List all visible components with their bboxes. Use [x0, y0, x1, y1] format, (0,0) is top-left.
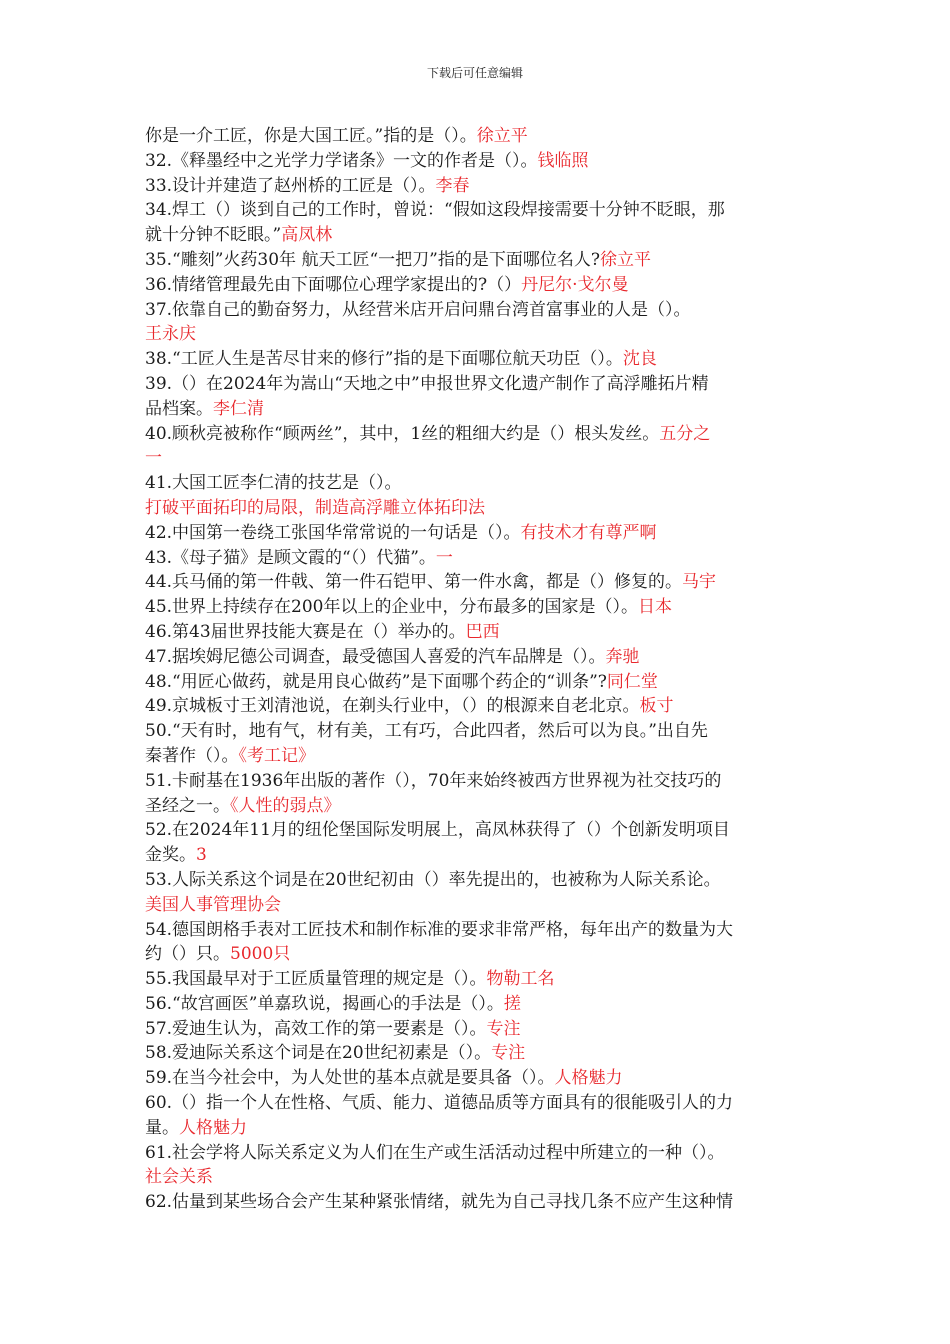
text-line [145, 818, 815, 843]
question-text: 55.我国最早对于工匠质量管理的规定是（）。 [145, 969, 487, 990]
question-text: 57.爱迪生认为，高效工作的第一要素是（）。 [145, 1018, 487, 1039]
text-line [145, 1165, 815, 1190]
text-line [145, 1091, 815, 1116]
text-line [145, 719, 815, 744]
text-line [145, 1017, 815, 1042]
question-text: 51.卡耐基在1936年出版的著作（），70年来始终被西方世界视为社交技巧的 [145, 770, 722, 791]
answer-text: 人格魅力 [554, 1068, 623, 1089]
text-line [145, 670, 815, 695]
question-text: 53.人际关系这个词是在20世纪初由（）率先提出的，也被称为人际关系论。 [145, 869, 721, 890]
text-line [145, 496, 815, 521]
question-text: 量。 [145, 1117, 179, 1138]
text-line [145, 918, 815, 943]
question-text: 59.在当今社会中，为人处世的基本点就是要具备（）。 [145, 1068, 555, 1089]
question-text: 52.在2024年11月的纽伦堡国际发明展上，高凤林获得了（）个创新发明项目 [145, 820, 730, 841]
answer-text: 板寸 [639, 696, 674, 717]
answer-text: 搓 [503, 993, 521, 1014]
text-line [145, 298, 815, 323]
text-line [145, 1041, 815, 1066]
text-line [145, 273, 815, 298]
text-line [145, 843, 815, 868]
question-text: 就十分钟不眨眼。” [145, 225, 282, 246]
question-text: 34.焊工（）谈到自己的工作时，曾说：“假如这段焊接需要十分钟不眨眼，那 [145, 200, 725, 221]
answer-text: 巴西 [465, 621, 500, 642]
text-line [145, 570, 815, 595]
answer-text: 《人性的弱点》 [230, 795, 341, 816]
question-text: 56.“故宫画医”单嘉玖说，揭画心的手法是（）。 [145, 993, 504, 1014]
question-text: 50.“天有时，地有气，材有美，工有巧，合此四者，然后可以为良。”出自先 [145, 721, 708, 742]
question-text: 37.依靠自己的勤奋努力，从经营米店开启问鼎台湾首富事业的人是（）。 [145, 299, 691, 320]
text-line [145, 645, 815, 670]
page-header: 下载后可任意编辑 [426, 66, 523, 80]
answer-text: 徐立平 [476, 126, 528, 146]
text-line [145, 1116, 815, 1141]
question-text: 60.（）指一个人在性格、气质、能力、道德品质等方面具有的很能吸引人的力 [145, 1093, 734, 1114]
question-text: 秦著作（）。 [145, 745, 239, 766]
answer-text: 奔驰 [605, 646, 640, 667]
question-text: 45.世界上持续存在200年以上的企业中，分布最多的国家是（）。 [145, 597, 638, 618]
question-text: 圣经之一。 [145, 795, 230, 816]
text-line [145, 992, 815, 1017]
text-line [145, 521, 815, 546]
answer-text: 马宇 [682, 572, 717, 593]
answer-text: 美国人事管理协会 [145, 894, 281, 915]
answer-text: 《考工记》 [238, 745, 315, 766]
text-line [145, 397, 815, 422]
text-line [145, 694, 815, 719]
question-text: 你是一介工匠，你是大国工匠。”指的是（）。 [145, 126, 477, 146]
question-text: 品档案。 [145, 398, 213, 419]
answer-text: 李仁清 [213, 398, 264, 419]
text-line [145, 868, 815, 893]
text-line [145, 893, 815, 918]
answer-text: 物勒工名 [486, 969, 555, 990]
answer-text: 高凤林 [281, 225, 333, 246]
answer-text: 打破平面拓印的局限，制造高浮雕立体拓印法 [145, 497, 485, 518]
text-line [145, 769, 815, 794]
question-text: 39.（）在2024年为嵩山“天地之中”申报世界文化遗产制作了高浮雕拓片精 [145, 373, 709, 394]
answer-text: 日本 [637, 597, 672, 618]
question-text: 47.据埃姆尼德公司调查，最受德国人喜爱的汽车品牌是（）。 [145, 646, 606, 667]
text-line [145, 422, 815, 447]
question-text: 约（）只。 [145, 944, 230, 965]
text-line [145, 347, 815, 372]
answer-text: 人格魅力 [179, 1117, 247, 1138]
text-line [145, 1141, 815, 1166]
text-line [145, 149, 815, 174]
text-line [145, 174, 815, 199]
answer-text: 专注 [491, 1043, 526, 1064]
text-line [145, 198, 815, 223]
answer-text: 同仁堂 [606, 671, 658, 692]
text-line [145, 1190, 815, 1215]
question-text: 40.顾秋亮被称作“顾两丝”，其中，1丝的粗细大约是（）根头发丝。 [145, 423, 660, 444]
question-text: 35.“雕刻”火药30年 航天工匠“一把刀”指的是下面哪位名人? [145, 249, 600, 270]
text-line [145, 248, 815, 273]
question-text: 62.估量到某些场合会产生某种紧张情绪，就先为自己寻找几条不应产生这种情 [145, 1192, 734, 1213]
text-line [145, 967, 815, 992]
answer-text: 社会关系 [145, 1167, 213, 1188]
answer-text: 一 [145, 448, 162, 469]
answer-text: 五分之 [659, 423, 711, 444]
text-line [145, 546, 815, 571]
question-text: 58.爱迪际关系这个词是在20世纪初素是（）。 [145, 1043, 492, 1064]
answer-text: 徐立平 [599, 249, 651, 270]
question-text: 54.德国朗格手表对工匠技术和制作标准的要求非常严格，每年出产的数量为大 [145, 919, 734, 940]
answer-text: 沈良 [622, 349, 657, 370]
answer-text: 有技术才有尊严啊 [520, 522, 657, 543]
answer-text: 丹尼尔·戈尔曼 [521, 274, 629, 295]
question-list [145, 124, 815, 1215]
text-line [145, 471, 815, 496]
text-line [145, 794, 815, 819]
question-text: 33.设计并建造了赵州桥的工匠是（）。 [145, 175, 436, 196]
text-line [145, 595, 815, 620]
text-line [145, 1066, 815, 1091]
question-text: 金奖。 [145, 845, 196, 866]
answer-text: 3 [196, 845, 207, 866]
text-line [145, 942, 815, 967]
question-text: 46.第43届世界技能大赛是在（）举办的。 [145, 621, 466, 642]
question-text: 32.《释墨经中之光学力学诸条》一文的作者是（）。 [145, 150, 538, 171]
question-text: 43.《母子猫》是顾文霞的“（）代猫”。 [145, 547, 436, 568]
text-line [145, 372, 815, 397]
question-text: 36.情绪管理最先由下面哪位心理学家提出的?（） [145, 274, 522, 295]
question-text: 61.社会学将人际关系定义为人们在生产或生活活动过程中所建立的一种（）。 [145, 1142, 725, 1163]
text-line [145, 620, 815, 645]
text-line [145, 322, 815, 347]
text-line [145, 223, 815, 248]
answer-text: 王永庆 [145, 324, 196, 345]
text-line [145, 124, 815, 149]
question-text: 41.大国工匠李仁清的技艺是（）。 [145, 473, 402, 494]
text-line [145, 446, 815, 471]
text-line [145, 744, 815, 769]
answer-text: 一 [435, 547, 453, 568]
answer-text: 专注 [486, 1018, 521, 1039]
answer-text: 5000只 [230, 944, 291, 965]
answer-text: 李春 [435, 175, 470, 196]
question-text: 49.京城板寸王刘清池说，在剃头行业中，（）的根源来自老北京。 [145, 696, 640, 717]
question-text: 38.“工匠人生是苦尽甘来的修行”指的是下面哪位航天功臣（）。 [145, 349, 623, 370]
question-text: 48.“用匠心做药，就是用良心做药”是下面哪个药企的“训条”? [145, 671, 607, 692]
answer-text: 钱临照 [537, 150, 589, 171]
question-text: 44.兵马俑的第一件戟、第一件石铠甲、第一件水禽，都是（）修复的。 [145, 572, 683, 593]
question-text: 42.中国第一卷绕工张国华常常说的一句话是（）。 [145, 522, 521, 543]
